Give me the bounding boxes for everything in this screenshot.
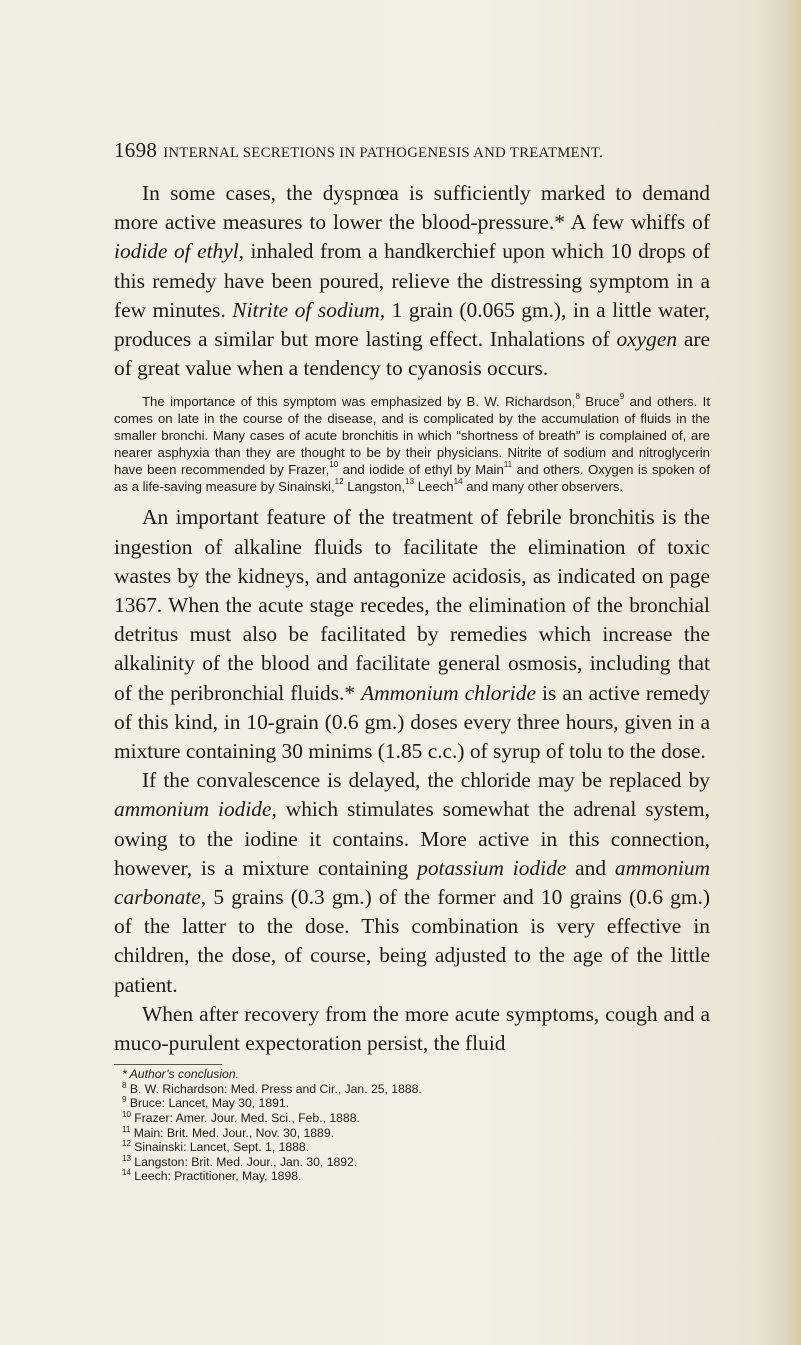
italic-remedy: oxygen xyxy=(616,327,678,352)
text-run: The importance of this symptom was emphasized by B. W. Richardson, xyxy=(142,394,576,410)
text-run: 1 grain (0.065 gm.), in a little water, produces a similar but more lasting effect. Inhalations of xyxy=(114,297,711,352)
footnote-text: B. W. Richardson: Med. Press and Cir., Jan. 25, 1888. xyxy=(126,1081,422,1096)
italic-remedy: Ammonium chloride xyxy=(361,680,536,705)
footnote-9 xyxy=(114,1096,710,1111)
footnote-ref: 11 xyxy=(503,460,513,470)
footnote-rule xyxy=(114,1064,222,1065)
text-run: and iodide of ethyl by Main xyxy=(338,462,504,478)
paragraph-dyspnoea xyxy=(114,179,710,383)
paragraph-febrile-bronchitis xyxy=(114,503,710,766)
footnote-number: 11 xyxy=(122,1124,131,1134)
footnote-text: * Author’s conclusion. xyxy=(122,1067,239,1082)
text-run: is an active remedy of this kind, in 10-grain (0.6 gm.) doses every three hours, given in a mixture containing 30 minims (1.85 c.c.) of syrup of tolu to the dose. xyxy=(114,680,710,764)
paragraph-convalescence xyxy=(114,766,710,1000)
text-run: are of great value when a tendency to cyanosis occurs. xyxy=(114,327,710,381)
text-run: Leech xyxy=(414,479,454,495)
small-print-paragraph xyxy=(114,393,710,495)
italic-remedy: Nitrite of sodium, xyxy=(232,297,386,322)
footnote-text: Leech: Practitioner, May, 1898. xyxy=(130,1169,302,1184)
text-run: An important feature of the treatment of febrile bronchitis is the ingestion of alkaline fluids to facilitate the elimination of toxic wastes by the kidneys, and antagonize acidosis, as indicated on page 1367. When the acute stage recedes, the elimination of the bronchial detritus must also be facilitated by remedies which increase the alkalinity of the blood and facilitate general osmosis, including that of the peribronchial fluids.* xyxy=(114,505,710,705)
footnote-ref: 8 xyxy=(575,392,580,402)
footnote-13 xyxy=(114,1155,710,1170)
footnote-ref: 10 xyxy=(329,460,339,470)
text-run: and others. Oxygen is spoken of as a life-saving measure by Sinainski, xyxy=(114,462,710,495)
footnote-text: Langston: Brit. Med. Jour., Jan. 30, 1892. xyxy=(130,1154,358,1169)
text-run: If the convalescence is delayed, the chloride may be replaced by xyxy=(142,768,710,793)
paragraph-recovery xyxy=(114,1000,710,1058)
footnote-ref: 13 xyxy=(405,477,415,487)
footnote-number: 14 xyxy=(122,1168,131,1178)
page-header xyxy=(114,138,724,163)
footnote-text: Sinainski: Lancet, Sept. 1, 1888. xyxy=(130,1140,310,1155)
page-number: 1698 xyxy=(114,138,158,162)
footnote-10 xyxy=(114,1111,710,1126)
footnote-11 xyxy=(114,1126,710,1141)
text-run: In some cases, the dyspnœa is sufficiently marked to demand more active measures to lower the blood-pressure.* A few whiffs of xyxy=(114,181,710,235)
footnote-8 xyxy=(114,1082,710,1097)
italic-remedy: ammonium carbonate, xyxy=(114,855,710,910)
footnote-number: 9 xyxy=(122,1095,127,1105)
footnote-author xyxy=(114,1067,710,1082)
page-body xyxy=(114,179,710,1184)
text-run: and xyxy=(566,855,615,880)
text-run: which stimulates somewhat the adrenal system, owing to the iodine it contains. More active in this connection, however, is a mixture containing xyxy=(114,797,710,880)
italic-remedy: ammonium iodide, xyxy=(114,797,277,822)
running-title: INTERNAL SECRETIONS IN PATHOGENESIS AND TREATMENT. xyxy=(163,145,604,161)
text-run: 5 grains (0.3 gm.) of the former and 10 grains (0.6 gm.) of the latter to the dose. This combination is very effective in children, the dose, of course, being adjusted to the age of the little patient. xyxy=(114,885,710,997)
text-run: and many other observers. xyxy=(462,479,624,495)
footnote-number: 12 xyxy=(122,1139,131,1149)
footnote-text: Main: Brit. Med. Jour., Nov. 30, 1889. xyxy=(130,1125,334,1140)
text-run: and others. It comes on late in the course of the disease, and is complicated by the accumulation of fluids in the smaller bronchi. Many cases of acute bronchitis in which “shortness of breath” is complained of, are nearer asphyxia than they are thought to be by their physicians. Nitrite of sodium and nitroglycerin have been recommended by Frazer, xyxy=(114,394,711,478)
footnote-14 xyxy=(114,1169,710,1184)
footnote-ref: 14 xyxy=(453,477,463,487)
text-run: Langston, xyxy=(343,479,406,495)
footnote-text: Frazer: Amer. Jour. Med. Sci., Feb., 1888. xyxy=(130,1111,360,1126)
footnote-number: 8 xyxy=(122,1080,127,1090)
footnote-text: Bruce: Lancet, May 30, 1891. xyxy=(126,1096,290,1111)
text-run: inhaled from a handkerchief upon which 10 drops of this remedy have been poured, relieve the distressing symptom in a few minutes. xyxy=(114,239,711,322)
italic-remedy: potassium iodide xyxy=(417,855,567,880)
text-run: Bruce xyxy=(579,394,620,410)
footnote-ref: 9 xyxy=(619,392,625,402)
text-run: When after recovery from the more acute symptoms, cough and a muco-purulent expectoration persist, the fluid xyxy=(114,1001,710,1056)
footnote-12 xyxy=(114,1140,710,1155)
footnote-number: 10 xyxy=(122,1110,131,1120)
footnote-ref: 12 xyxy=(334,477,344,487)
footnote-number: 13 xyxy=(122,1153,131,1163)
italic-remedy: iodide of ethyl, xyxy=(114,239,245,264)
page-edge xyxy=(787,0,801,1345)
